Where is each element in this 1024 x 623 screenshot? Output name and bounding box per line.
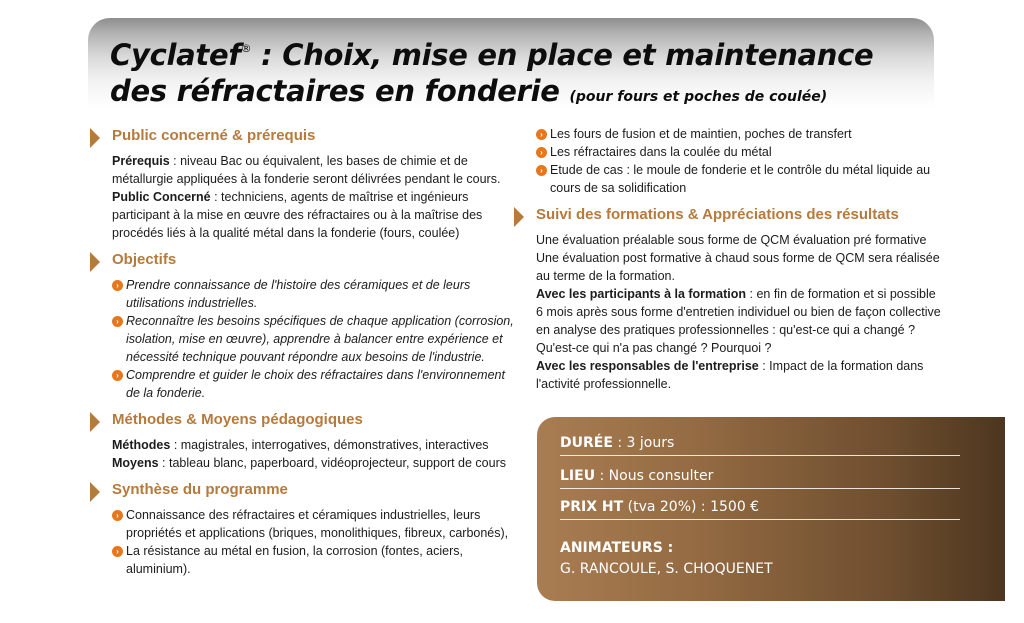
- bullet-arrow-icon: ›: [112, 546, 123, 557]
- list-item: › Les réfractaires dans la coulée du métal: [536, 143, 944, 161]
- participants-text: : en fin de formation et si possible 6 mois après sous forme d'entretien individuel ou bien de façon collective en analyse des pratiques professionnelles : qu'est-ce qui a changé ? Qu'est-ce qui n'a pas changé ? Pourquoi ?: [536, 287, 941, 355]
- title-brand: Cyclatef: [110, 38, 241, 72]
- location-label: LIEU: [560, 468, 596, 484]
- section-synthese-heading: [88, 480, 518, 504]
- title-banner: [88, 18, 934, 108]
- registered-mark: ®: [240, 42, 252, 55]
- list-item: › Les fours de fusion et de maintien, poches de transfert: [536, 125, 944, 143]
- list-item: › Connaissance des réfractaires et céramiques industrielles, leurs propriétés et applications (briques, monolithiques, fibreux, carbonés),: [112, 506, 518, 542]
- section-title: Suivi des formations & Appréciations des résultats: [536, 206, 899, 223]
- bullet-arrow-icon: ›: [536, 165, 547, 176]
- section-arrow-icon: [90, 482, 100, 502]
- participants-label: Avec les participants à la formation: [536, 287, 747, 301]
- trainers-label: ANIMATEURS :: [560, 540, 674, 556]
- page-title-line-1: [110, 38, 873, 72]
- synthese-list-part-1: [88, 506, 518, 578]
- section-arrow-icon: [90, 412, 100, 432]
- prereq-label: Prérequis: [112, 154, 170, 168]
- section-title: Public concerné & prérequis: [112, 127, 316, 144]
- section-suivi-heading: [512, 205, 944, 229]
- list-item: › La résistance au métal en fusion, la corrosion (fontes, aciers, aluminium).: [112, 542, 518, 578]
- title-line-2-text: des réfractaires en fonderie: [110, 74, 560, 108]
- section-title: Objectifs: [112, 251, 177, 268]
- section-public-heading: [88, 126, 518, 150]
- methodes-body: [88, 436, 518, 472]
- duration-row: [560, 435, 960, 456]
- duration-value: : 3 jours: [612, 435, 675, 451]
- location-value: : Nous consulter: [595, 468, 714, 484]
- section-title: Méthodes & Moyens pédagogiques: [112, 411, 363, 428]
- objectifs-list: [88, 276, 518, 402]
- public-label: Public Concerné: [112, 190, 211, 204]
- bullet-arrow-icon: ›: [112, 370, 123, 381]
- eval-pre-text: Une évaluation préalable sous forme de QCM évaluation pré formative: [536, 233, 927, 247]
- price-label: PRIX HT: [560, 499, 624, 515]
- bullet-arrow-icon: ›: [112, 510, 123, 521]
- location-row: [560, 468, 960, 489]
- left-column: [88, 126, 518, 578]
- list-item: › Comprendre et guider le choix des réfractaires dans l'environnement de la fonderie.: [112, 366, 518, 402]
- list-item: › Etude de cas : le moule de fonderie et le contrôle du métal liquide au cours de sa solidification: [536, 161, 944, 197]
- prereq-text: : niveau Bac ou équivalent, les bases de chimie et de métallurgie appliquées à la fonderie seront délivrées pendant le cours.: [112, 154, 501, 186]
- trainers-value: G. RANCOULE, S. CHOQUENET: [560, 561, 773, 577]
- title-rest: : Choix, mise en place et maintenance: [251, 38, 874, 72]
- suivi-body: [512, 231, 944, 393]
- moyens-label: Moyens: [112, 456, 159, 470]
- right-column: [512, 125, 944, 393]
- list-item: › Prendre connaissance de l'histoire des céramiques et de leurs utilisations industrielles.: [112, 276, 518, 312]
- section-objectifs-heading: [88, 250, 518, 274]
- section-methodes-heading: [88, 410, 518, 434]
- responsables-text: : Impact de la formation dans l'activité professionnelle.: [536, 359, 924, 391]
- price-value: (tva 20%) : 1500 €: [623, 499, 760, 515]
- section-arrow-icon: [514, 207, 524, 227]
- bullet-arrow-icon: ›: [112, 316, 123, 327]
- section-arrow-icon: [90, 128, 100, 148]
- synthese-list-part-2: [512, 125, 944, 197]
- section-arrow-icon: [90, 252, 100, 272]
- bullet-arrow-icon: ›: [536, 129, 547, 140]
- methodes-text: : magistrales, interrogatives, démonstratives, interactives: [170, 438, 489, 452]
- public-body: [88, 152, 518, 242]
- list-item: › Reconnaître les besoins spécifiques de chaque application (corrosion, isolation, mise en œuvre), apprendre à balancer entre expérience et nécessité technique pouvant répondre aux besoins de l'industrie.: [112, 312, 518, 366]
- bullet-arrow-icon: ›: [536, 147, 547, 158]
- page-title-line-2: [110, 74, 827, 108]
- price-row: [560, 499, 960, 520]
- responsables-label: Avec les responsables de l'entreprise: [536, 359, 759, 373]
- bullet-arrow-icon: ›: [112, 280, 123, 291]
- eval-post-text: Une évaluation post formative à chaud sous forme de QCM sera réalisée au terme de la formation.: [536, 251, 940, 283]
- section-title: Synthèse du programme: [112, 481, 288, 498]
- trainers-block: [560, 538, 773, 580]
- course-info-box: [537, 417, 1005, 601]
- methodes-label: Méthodes: [112, 438, 171, 452]
- duration-label: DURÉE: [560, 435, 613, 451]
- public-text: : techniciens, agents de maîtrise et ingénieurs participant à la mise en œuvre des réfractaires ou à la maîtrise des procédés liés à la qualité métal dans la fonderie (fours, coulée): [112, 190, 483, 240]
- moyens-text: : tableau blanc, paperboard, vidéoprojecteur, support de cours: [158, 456, 506, 470]
- page-subtitle: (pour fours et poches de coulée): [569, 89, 828, 105]
